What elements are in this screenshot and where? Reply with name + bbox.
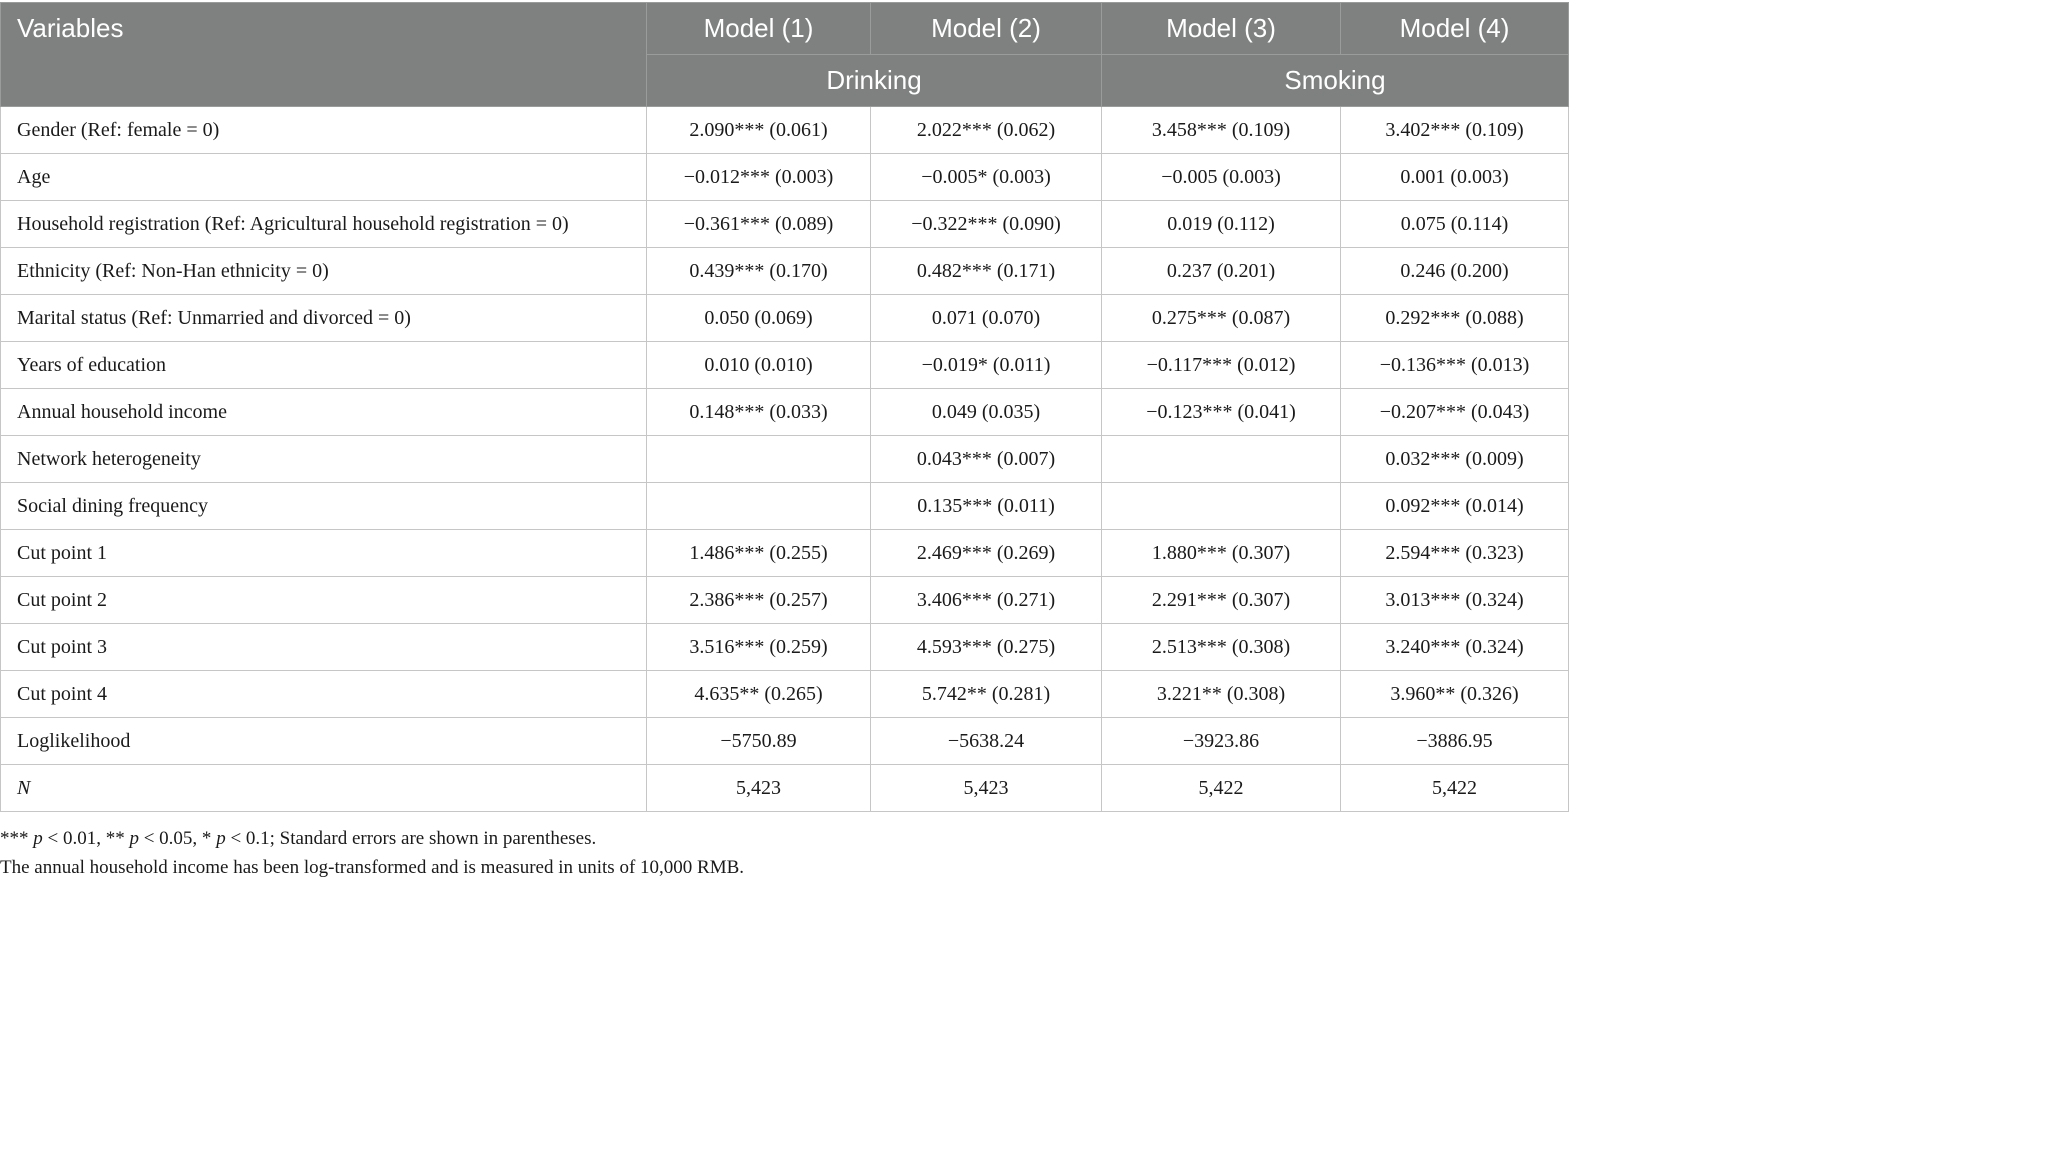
table-row: [1, 295, 1569, 342]
model-2-header: Model (2): [871, 3, 1102, 55]
significance-note: [0, 824, 1568, 853]
model-3-cell: [1102, 483, 1341, 530]
model-3-header: Model (3): [1102, 3, 1341, 55]
model-4-cell: 3.402*** (0.109): [1341, 107, 1569, 154]
model-3-cell: 1.880*** (0.307): [1102, 530, 1341, 577]
model-1-cell: [647, 436, 871, 483]
model-1-cell: 3.516*** (0.259): [647, 624, 871, 671]
model-3-cell: −0.123*** (0.041): [1102, 389, 1341, 436]
model-1-cell: 2.386*** (0.257): [647, 577, 871, 624]
model-3-cell: 2.291*** (0.307): [1102, 577, 1341, 624]
table-row: [1, 342, 1569, 389]
model-4-cell: 3.240*** (0.324): [1341, 624, 1569, 671]
table-row: [1, 436, 1569, 483]
model-1-cell: −0.361*** (0.089): [647, 201, 871, 248]
model-1-cell: 2.090*** (0.061): [647, 107, 871, 154]
model-4-cell: −3886.95: [1341, 718, 1569, 765]
smoking-group-header: Smoking: [1102, 55, 1569, 107]
drinking-group-header: Drinking: [647, 55, 1102, 107]
model-2-cell: 0.482*** (0.171): [871, 248, 1102, 295]
table-row: [1, 671, 1569, 718]
table-row: [1, 107, 1569, 154]
model-1-header: Model (1): [647, 3, 871, 55]
model-3-cell: 0.019 (0.112): [1102, 201, 1341, 248]
table-row: [1, 389, 1569, 436]
model-3-cell: [1102, 436, 1341, 483]
note-p: p: [33, 828, 43, 849]
model-4-cell: 0.075 (0.114): [1341, 201, 1569, 248]
table-row: [1, 765, 1569, 812]
variables-header: Variables: [1, 3, 647, 107]
note-text: ***: [0, 828, 34, 849]
variable-label: Social dining frequency: [1, 483, 647, 530]
model-4-cell: 0.292*** (0.088): [1341, 295, 1569, 342]
model-2-cell: 0.043*** (0.007): [871, 436, 1102, 483]
model-3-cell: −0.005 (0.003): [1102, 154, 1341, 201]
note-p: p: [216, 828, 226, 849]
variable-label: Cut point 2: [1, 577, 647, 624]
variable-label: Age: [1, 154, 647, 201]
table-row: [1, 201, 1569, 248]
model-2-cell: −5638.24: [871, 718, 1102, 765]
model-3-cell: 3.458*** (0.109): [1102, 107, 1341, 154]
table-header: [1, 3, 1569, 107]
model-2-cell: −0.005* (0.003): [871, 154, 1102, 201]
model-4-cell: 3.960** (0.326): [1341, 671, 1569, 718]
model-4-header: Model (4): [1341, 3, 1569, 55]
model-2-cell: 0.135*** (0.011): [871, 483, 1102, 530]
variable-label: Network heterogeneity: [1, 436, 647, 483]
note-text: < 0.1; Standard errors are shown in parentheses.: [225, 828, 597, 849]
model-4-cell: 0.032*** (0.009): [1341, 436, 1569, 483]
model-3-cell: −0.117*** (0.012): [1102, 342, 1341, 389]
table-notes: [0, 824, 1568, 882]
model-4-cell: 0.092*** (0.014): [1341, 483, 1569, 530]
model-1-cell: 0.010 (0.010): [647, 342, 871, 389]
model-2-cell: 3.406*** (0.271): [871, 577, 1102, 624]
table-row: [1, 483, 1569, 530]
model-2-cell: 4.593*** (0.275): [871, 624, 1102, 671]
regression-results-table: [0, 2, 1569, 812]
model-1-cell: 5,423: [647, 765, 871, 812]
variable-label: N: [1, 765, 647, 812]
model-4-cell: 2.594*** (0.323): [1341, 530, 1569, 577]
model-1-cell: [647, 483, 871, 530]
model-3-cell: 0.275*** (0.087): [1102, 295, 1341, 342]
model-3-cell: 0.237 (0.201): [1102, 248, 1341, 295]
model-1-cell: 0.050 (0.069): [647, 295, 871, 342]
table-row: [1, 577, 1569, 624]
model-1-cell: −5750.89: [647, 718, 871, 765]
variable-label: Years of education: [1, 342, 647, 389]
model-2-cell: −0.019* (0.011): [871, 342, 1102, 389]
model-4-cell: −0.136*** (0.013): [1341, 342, 1569, 389]
table-row: [1, 718, 1569, 765]
model-4-cell: 0.001 (0.003): [1341, 154, 1569, 201]
model-3-cell: 2.513*** (0.308): [1102, 624, 1341, 671]
note-text: < 0.05, *: [138, 828, 217, 849]
model-1-cell: 0.148*** (0.033): [647, 389, 871, 436]
variable-label: Gender (Ref: female = 0): [1, 107, 647, 154]
model-2-cell: 0.071 (0.070): [871, 295, 1102, 342]
model-1-cell: 4.635** (0.265): [647, 671, 871, 718]
model-1-cell: 1.486*** (0.255): [647, 530, 871, 577]
model-4-cell: 0.246 (0.200): [1341, 248, 1569, 295]
model-3-cell: −3923.86: [1102, 718, 1341, 765]
model-4-cell: 3.013*** (0.324): [1341, 577, 1569, 624]
table-row: [1, 248, 1569, 295]
table-row: [1, 530, 1569, 577]
model-2-cell: 5,423: [871, 765, 1102, 812]
model-1-cell: −0.012*** (0.003): [647, 154, 871, 201]
model-2-cell: 2.022*** (0.062): [871, 107, 1102, 154]
model-3-cell: 5,422: [1102, 765, 1341, 812]
variable-label: Ethnicity (Ref: Non-Han ethnicity = 0): [1, 248, 647, 295]
variable-label: Cut point 3: [1, 624, 647, 671]
model-4-cell: −0.207*** (0.043): [1341, 389, 1569, 436]
model-2-cell: 5.742** (0.281): [871, 671, 1102, 718]
model-1-cell: 0.439*** (0.170): [647, 248, 871, 295]
table-body: [1, 107, 1569, 812]
variable-label: Cut point 1: [1, 530, 647, 577]
variable-label: Marital status (Ref: Unmarried and divorced = 0): [1, 295, 647, 342]
note-text: < 0.01, **: [42, 828, 130, 849]
variable-label: Cut point 4: [1, 671, 647, 718]
table-row: [1, 154, 1569, 201]
model-3-cell: 3.221** (0.308): [1102, 671, 1341, 718]
variable-label: Household registration (Ref: Agricultural household registration = 0): [1, 201, 647, 248]
model-4-cell: 5,422: [1341, 765, 1569, 812]
variable-label: Loglikelihood: [1, 718, 647, 765]
note-p: p: [129, 828, 139, 849]
table-row: [1, 624, 1569, 671]
model-2-cell: 0.049 (0.035): [871, 389, 1102, 436]
variable-label: Annual household income: [1, 389, 647, 436]
model-2-cell: 2.469*** (0.269): [871, 530, 1102, 577]
model-2-cell: −0.322*** (0.090): [871, 201, 1102, 248]
header-row-models: [1, 3, 1569, 55]
income-note: The annual household income has been log-transformed and is measured in units of 10,000 RMB.: [0, 857, 745, 878]
